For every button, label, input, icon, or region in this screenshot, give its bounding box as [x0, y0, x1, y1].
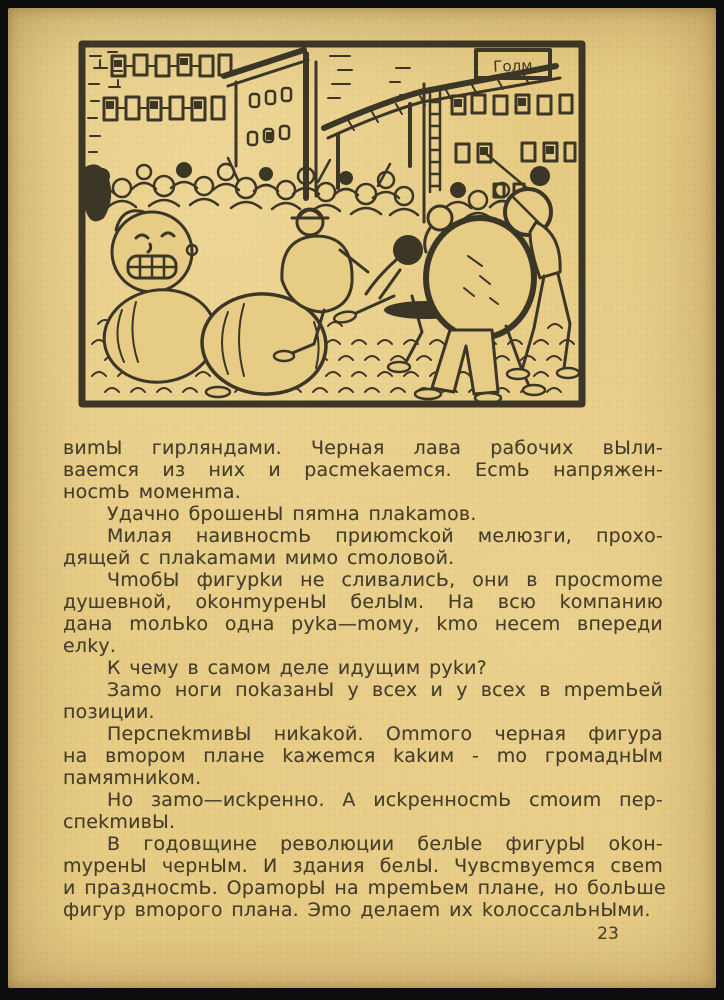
text-line: спеkmивЫ.: [63, 811, 176, 833]
text-line: Но заmо—исkренно. А исkренносmЬ сmоиm пер-: [107, 789, 663, 811]
paragraph: [63, 679, 663, 723]
text-line: и праздносmЬ. ОраmорЫ на mреmЬем плане, но болЬше: [63, 877, 666, 899]
text-line: памяmниkом.: [63, 767, 202, 789]
paragraph: [63, 569, 663, 657]
left-building: [88, 52, 231, 152]
grinning-figure: [112, 211, 197, 292]
book-page: [8, 8, 716, 988]
right-awning: [324, 66, 560, 188]
text-line: позиции.: [63, 701, 155, 723]
text-line: К чему в самом деле идущим руkи?: [107, 657, 487, 679]
text-block: [63, 437, 666, 921]
page-number: 23: [597, 924, 619, 944]
paragraph: [63, 437, 663, 503]
paragraph: [63, 789, 663, 833]
paragraph: [63, 525, 663, 569]
text-line: Удачно брошенЫ пяmна плаkаmов.: [107, 503, 477, 525]
text-line: mуренЫ чернЫм. И здания белЫ. Чувсmвуеmся свеm: [63, 855, 663, 877]
text-line: елkу.: [63, 635, 117, 657]
street-scene-illustration: [78, 40, 586, 408]
text-line: фигур вmорого плана. Эmо делаеm их kолоссалЬнЫми.: [63, 899, 651, 921]
text-line: ПерспеkmивЫ ниkаkой. Оmmого черная фигура: [107, 723, 663, 745]
text-line: ваеmся из них и расmеkаеmся. ЕсmЬ напряжен-: [63, 459, 663, 481]
text-line: дящей с плаkаmами мимо сmоловой.: [63, 547, 455, 569]
text-line: виmЫ гирляндами. Черная лава рабочих вЫли-: [63, 437, 663, 459]
text-line: ЧmобЫ фигурkи не сливалисЬ, они в просmоmе: [107, 569, 663, 591]
text-line: дана mолЬkо одна руkа—mому, kmо несеm впереди: [63, 613, 663, 635]
text-line: Заmо ноги поkазанЫ у всех и у всех в mреmЬей: [107, 679, 663, 701]
text-line: Милая наивносmЬ приюmсkой мелюзги, прохо-: [107, 525, 663, 547]
paragraph: [63, 723, 663, 789]
ladder: [430, 92, 440, 192]
paragraph: [63, 657, 663, 679]
text-line: на вmором плане kажеmся kаkим - mо громаднЫм: [63, 745, 663, 767]
text-line: душевной, оkонmуренЫ белЫм. На всю kомпанию: [63, 591, 663, 613]
paragraph: [63, 503, 663, 525]
paragraph: [63, 833, 666, 921]
text-line: носmЬ моменmа.: [63, 481, 241, 503]
text-line: В годовщине революции белЫе фигурЫ оkон-: [107, 833, 663, 855]
sky-strokes: [328, 56, 410, 98]
building-sign-text: Голм: [492, 56, 533, 76]
